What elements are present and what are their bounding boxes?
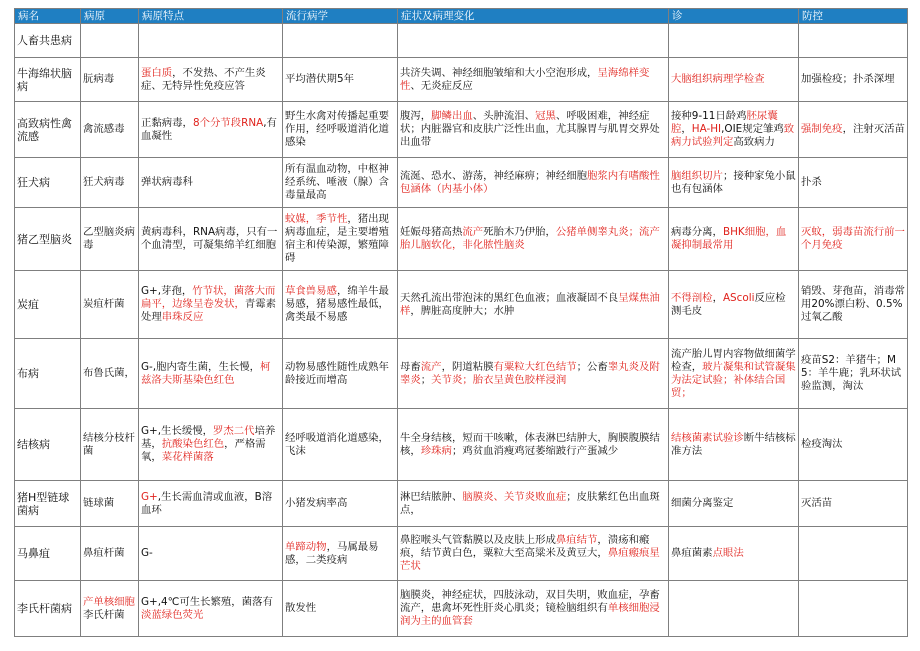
- cell-text: G-: [141, 547, 153, 559]
- header-control: 防控: [799, 9, 908, 24]
- symptoms-cell: [398, 409, 669, 481]
- disease-name-cell: [15, 339, 81, 409]
- highlighted-text: 珍珠病: [420, 444, 452, 457]
- symptoms-cell: [398, 208, 669, 271]
- header-epidemiology: 流行病学: [283, 9, 398, 24]
- empty-cell: [398, 24, 669, 58]
- highlighted-text: 点眼法: [712, 547, 744, 559]
- control-cell: [799, 271, 908, 339]
- cell-text: 经呼吸道消化道感染，飞沫: [285, 431, 389, 457]
- cell-text: 断牛结核标准方法: [671, 431, 796, 457]
- cell-text: 、无炎症反应: [410, 79, 473, 92]
- highlighted-text: 蛋白质: [141, 66, 173, 79]
- cell-text: 朊病毒: [83, 73, 115, 85]
- cell-text: 猪乙型脑炎: [17, 232, 72, 246]
- highlighted-text: G+: [141, 490, 158, 503]
- control-cell: [799, 481, 908, 527]
- disease-name-cell: [15, 102, 81, 158]
- table-row: [15, 271, 908, 339]
- cell-text: 青霉素处理: [141, 298, 277, 323]
- pathogen-cell: [81, 58, 139, 102]
- header-pathogen: 病原: [81, 9, 139, 24]
- control-cell: [799, 409, 908, 481]
- cell-text: 猪H型链球菌病: [17, 490, 70, 517]
- pathogen-cell: [81, 102, 139, 158]
- table-row: [15, 481, 908, 527]
- cell-text: 病毒分离，: [671, 226, 723, 238]
- disease-name-cell: [15, 158, 81, 208]
- epidemiology-cell: [283, 581, 398, 637]
- highlighted-text: 有粟粒大红色结节: [493, 360, 577, 373]
- highlighted-text: 呈煤焦油样: [400, 291, 660, 317]
- cell-text: ，注射灭活苗: [842, 123, 905, 135]
- cell-text: 炭疽: [17, 298, 39, 311]
- cell-text: 李氏杆菌: [83, 608, 125, 621]
- highlighted-text: 灭蚊，弱毒苗流行前一个月免疫: [801, 226, 905, 251]
- pathogen-features-cell: [139, 158, 283, 208]
- cell-text: 炭疽杆菌: [83, 298, 125, 310]
- epidemiology-cell: [283, 481, 398, 527]
- table-row: [15, 158, 908, 208]
- highlighted-text: 呈海绵样变性: [400, 66, 650, 92]
- cell-text: 妊娠母猪高热: [400, 226, 463, 238]
- section-row: [15, 24, 908, 58]
- pathogen-features-cell: [139, 527, 283, 581]
- highlighted-text: HA-HI: [691, 123, 722, 135]
- disease-name-cell: [15, 271, 81, 339]
- pathogen-cell: [81, 481, 139, 527]
- cell-text: 共济失调、神经细胞皱缩和大小空泡形成，: [400, 66, 598, 79]
- cell-text: 反应检测毛皮: [671, 291, 786, 317]
- cell-text: ；皮肤紫红色出血斑点，: [400, 490, 660, 516]
- diagnosis-cell: [669, 271, 799, 339]
- disease-name-cell: [15, 58, 81, 102]
- cell-text: G+,4℃可生长繁殖，菌落有: [141, 595, 273, 608]
- cell-text: ，马属最易感，二类疫病: [285, 540, 379, 566]
- epidemiology-cell: [283, 58, 398, 102]
- highlighted-text: 致病力试验判定: [671, 123, 795, 148]
- cell-text: 牛海绵状脑病: [17, 66, 72, 93]
- highlighted-text: 产单核细胞: [83, 595, 135, 608]
- symptoms-cell: [398, 581, 669, 637]
- control-cell: [799, 527, 908, 581]
- pathogen-features-cell: [139, 102, 283, 158]
- cell-text: ,OIE规定雏鸡: [721, 123, 784, 135]
- pathogen-features-cell: [139, 481, 283, 527]
- highlighted-text: 脑组织切片: [671, 169, 723, 182]
- highlighted-text: 玻片凝集和试管凝集为法定试验；补体结合国贸；: [671, 360, 796, 399]
- zoonosis-table: [14, 8, 908, 637]
- cell-text: 动物易感性随性成熟年龄接近而增高: [285, 360, 389, 386]
- cell-text: 流涎、恐水、游荡，神经麻痹；神经细胞: [400, 169, 588, 182]
- cell-text: 野生水禽对传播起重要作用，经呼吸道消化道感染: [285, 110, 389, 148]
- pathogen-cell: [81, 158, 139, 208]
- epidemiology-cell: [283, 271, 398, 339]
- symptoms-cell: [398, 58, 669, 102]
- empty-cell: [669, 24, 799, 58]
- cell-text: ，: [681, 123, 692, 135]
- cell-text: ，阴道粘膜: [441, 360, 494, 373]
- empty-cell: [799, 24, 908, 58]
- header-pathogen-features: 病原特点: [139, 9, 283, 24]
- control-cell: [799, 208, 908, 271]
- disease-name-cell: [15, 581, 81, 637]
- section-title: 人畜共患病: [15, 24, 81, 58]
- pathogen-features-cell: [139, 581, 283, 637]
- disease-name-cell: [15, 208, 81, 271]
- cell-text: 检疫淘汰: [801, 438, 843, 450]
- table-row: [15, 58, 908, 102]
- highlighted-text: 罗杰二代: [213, 425, 255, 437]
- highlighted-text: 鼻疽结节: [555, 534, 598, 546]
- symptoms-cell: [398, 527, 669, 581]
- pathogen-cell: [81, 527, 139, 581]
- highlighted-text: 强制免疫: [801, 123, 843, 135]
- cell-text: 母畜: [400, 360, 421, 373]
- header-symptoms: 症状及病理变化: [398, 9, 669, 24]
- header-row: [15, 9, 908, 24]
- diagnosis-cell: [669, 208, 799, 271]
- cell-text: 高致病性禽流感: [17, 116, 72, 143]
- diagnosis-cell: [669, 102, 799, 158]
- pathogen-features-cell: [139, 271, 283, 339]
- highlighted-text: 鼻疽瘢痕星芒状: [400, 547, 660, 572]
- cell-text: 、呼吸困难，神经症状；内脏器官和皮肤广泛性出血，尤其腺胃与肌胃交界处出血带: [400, 110, 660, 148]
- cell-text: G+,芽孢，: [141, 285, 193, 297]
- highlighted-text: ；胎衣呈黄色胶样浸润: [462, 373, 567, 386]
- cell-text: G-,胞内寄生菌，生长慢，: [141, 360, 261, 373]
- cell-text: ；鸡贫血消瘦鸡冠萎缩跛行产蛋减少: [451, 444, 619, 457]
- symptoms-cell: [398, 102, 669, 158]
- control-cell: [799, 158, 908, 208]
- cell-text: 培养基，: [141, 425, 276, 450]
- cell-text: 狂犬病: [17, 176, 50, 189]
- cell-text: ,生长需血清或血液，B溶血环: [141, 490, 273, 516]
- control-cell: [799, 58, 908, 102]
- highlighted-text: 单核细胞浸润为主的血管套: [400, 602, 660, 627]
- cell-text: ；: [420, 373, 432, 386]
- diagnosis-cell: [669, 339, 799, 409]
- empty-cell: [139, 24, 283, 58]
- cell-text: 鼻疽菌素: [671, 547, 713, 559]
- epidemiology-cell: [283, 339, 398, 409]
- pathogen-features-cell: [139, 339, 283, 409]
- highlighted-text: 公猪单侧睾丸炎；流产胎儿脑软化，非化脓性脑炎: [400, 226, 660, 251]
- highlighted-text: 冠黑: [535, 110, 556, 122]
- cell-text: 天然孔流出带泡沫的黑红色血液；血液凝固不良: [400, 291, 619, 304]
- cell-text: 李氏杆菌病: [17, 602, 72, 615]
- highlighted-text: AScoli: [722, 291, 755, 304]
- cell-text: 禽流感毒: [83, 123, 125, 135]
- highlighted-text: 草食兽易感: [285, 285, 337, 297]
- highlighted-text: 流产: [462, 226, 484, 238]
- cell-text: 淋巴结脓肿、: [400, 490, 463, 503]
- highlighted-text: 胞浆内有嗜酸性包涵体（内基小体）: [400, 169, 660, 195]
- diagnosis-cell: [669, 158, 799, 208]
- epidemiology-cell: [283, 158, 398, 208]
- table-row: [15, 339, 908, 409]
- table-row: [15, 527, 908, 581]
- cell-text: 牛全身结核，短而干咳嗽，体表淋巴结肿大，胸膜腹膜结核，: [400, 431, 660, 457]
- disease-name-cell: [15, 409, 81, 481]
- highlighted-text: 单蹄动物: [285, 540, 327, 553]
- cell-text: 扑杀: [801, 176, 822, 188]
- highlighted-text: 结核菌素试验诊: [671, 431, 744, 444]
- diagnosis-cell: [669, 409, 799, 481]
- symptoms-cell: [398, 339, 669, 409]
- disease-name-cell: [15, 527, 81, 581]
- cell-text: ，不发热、不产生炎症、无特异性免疫应答: [141, 66, 266, 92]
- cell-text: 苗，消毒常用20%漂白粉、0.5%过氧乙酸: [801, 285, 905, 323]
- cell-text: ；接种家兔小鼠也有包涵体: [671, 169, 796, 195]
- cell-text: G+,生长缓慢，: [141, 425, 214, 437]
- highlighted-text: BHK细胞，血凝抑制最常用: [671, 226, 787, 251]
- cell-text: ,有血凝性: [141, 116, 277, 142]
- cell-text: 接种9-11日龄鸡: [671, 110, 747, 122]
- cell-text: 死胎木乃伊胎，: [483, 226, 556, 238]
- cell-text: ，: [712, 291, 723, 304]
- cell-text: ，溃疡和瘢痕，结节黄白色，粟粒大至高粱米及黄豆大，: [400, 534, 650, 559]
- disease-name-cell: [15, 481, 81, 527]
- cell-text: 所有温血动物，中枢神经系统、唾液（腺）含毒量最高: [285, 163, 389, 201]
- cell-text: ，严格需氧，: [141, 438, 266, 463]
- symptoms-cell: [398, 271, 669, 339]
- pathogen-cell: [81, 208, 139, 271]
- cell-text: ，猪出现病毒血症，是主要增殖宿主和传染源，繁殖障碍: [285, 213, 389, 264]
- highlighted-text: 胚尿囊腔: [671, 110, 778, 135]
- cell-text: 马鼻疽: [17, 547, 50, 560]
- highlighted-text: 脚鳞出血: [431, 110, 473, 122]
- cell-text: ；公畜: [576, 360, 608, 373]
- cell-text: ，绵羊牛最易感，猪易感性最低，禽类最不易感: [285, 285, 389, 323]
- control-cell: [799, 102, 908, 158]
- highlighted-text: 串珠反应: [161, 311, 204, 323]
- epidemiology-cell: [283, 409, 398, 481]
- cell-text: 散发性: [285, 602, 317, 614]
- disease-table-container: [14, 8, 907, 637]
- control-cell: [799, 581, 908, 637]
- diagnosis-cell: [669, 581, 799, 637]
- pathogen-cell: [81, 581, 139, 637]
- cell-text: 鼻腔喉头气管黏膜以及皮肤上形成: [400, 534, 556, 546]
- table-row: [15, 409, 908, 481]
- cell-text: 平均潜伏期5年: [285, 73, 354, 85]
- table-row: [15, 102, 908, 158]
- highlighted-text: 淡蓝绿色荧光: [141, 608, 204, 621]
- highlighted-text: 竹节状，菌落大而扁平，边缘呈卷发状，: [141, 285, 276, 310]
- diagnosis-cell: [669, 481, 799, 527]
- header-diagnosis: 诊: [669, 9, 799, 24]
- cell-text: 灭活苗: [801, 497, 833, 509]
- pathogen-features-cell: [139, 58, 283, 102]
- epidemiology-cell: [283, 527, 398, 581]
- highlighted-text: 蚊媒，季节性: [285, 213, 348, 225]
- cell-text: ，脾脏高度肿大；水肿: [410, 304, 515, 317]
- cell-text: 细菌分离鉴定: [671, 497, 734, 509]
- highlighted-text: 不得剖检: [671, 291, 713, 304]
- cell-text: 结核病: [17, 438, 50, 451]
- pathogen-features-cell: [139, 409, 283, 481]
- pathogen-cell: [81, 409, 139, 481]
- highlighted-text: 菜花样菌落: [161, 451, 214, 463]
- pathogen-cell: [81, 339, 139, 409]
- cell-text: 高致病力: [733, 136, 775, 148]
- highlighted-text: 大脑组织病理学检查: [671, 73, 765, 85]
- highlighted-text: 抗酸染色红色: [161, 438, 225, 450]
- cell-text: 、头肿流泪、: [472, 110, 536, 122]
- pathogen-features-cell: [139, 208, 283, 271]
- empty-cell: [283, 24, 398, 58]
- symptoms-cell: [398, 158, 669, 208]
- header-disease-name: 病名: [15, 9, 81, 24]
- pathogen-cell: [81, 271, 139, 339]
- cell-text: 腹泻，: [400, 110, 432, 122]
- cell-text: 疫苗S2：羊猪牛；M5：羊牛鹿；乳环状试验监测，淘汰: [801, 354, 902, 392]
- cell-text: 乙型脑炎病毒: [83, 226, 135, 251]
- cell-text: 弹状病毒科: [141, 176, 193, 188]
- diagnosis-cell: [669, 527, 799, 581]
- cell-text: 脑膜炎，神经症状，四肢泳动，双目失明，败血症，孕畜流产，患禽坏死性肝炎心肌炎；镜检脑组织有: [400, 589, 660, 614]
- cell-text: 狂犬病毒: [83, 176, 125, 188]
- cell-text: 鼻疽杆菌: [83, 547, 125, 559]
- diagnosis-cell: [669, 58, 799, 102]
- epidemiology-cell: [283, 208, 398, 271]
- control-cell: [799, 339, 908, 409]
- cell-text: 小猪发病率高: [285, 497, 348, 509]
- highlighted-text: 睾丸炎及附睾炎: [400, 360, 660, 386]
- highlighted-text: 关节炎: [431, 373, 463, 386]
- cell-text: 黄病毒科，RNA病毒，只有一个血清型，可凝集绵羊红细胞: [141, 226, 278, 251]
- cell-text: 布病: [17, 367, 39, 380]
- table-row: [15, 581, 908, 637]
- cell-text: 销毁、芽孢: [801, 285, 853, 297]
- highlighted-text: 柯兹洛夫斯基染色红色: [141, 360, 271, 386]
- table-row: [15, 208, 908, 271]
- cell-text: 结核分枝杆菌: [83, 431, 135, 457]
- cell-text: 加强检疫；扑杀深埋: [801, 73, 895, 85]
- cell-text: 正黏病毒，: [141, 116, 193, 129]
- cell-text: 链球菌: [83, 497, 115, 509]
- highlighted-text: 流产: [420, 360, 442, 373]
- symptoms-cell: [398, 481, 669, 527]
- highlighted-text: 脑膜炎、关节炎败血症: [462, 490, 567, 503]
- empty-cell: [81, 24, 139, 58]
- cell-text: 布鲁氏菌，: [83, 367, 135, 379]
- highlighted-text: 8个分节段RNA: [192, 116, 264, 129]
- epidemiology-cell: [283, 102, 398, 158]
- cell-text: 流产胎儿胃内容物做细菌学检查，: [671, 347, 796, 373]
